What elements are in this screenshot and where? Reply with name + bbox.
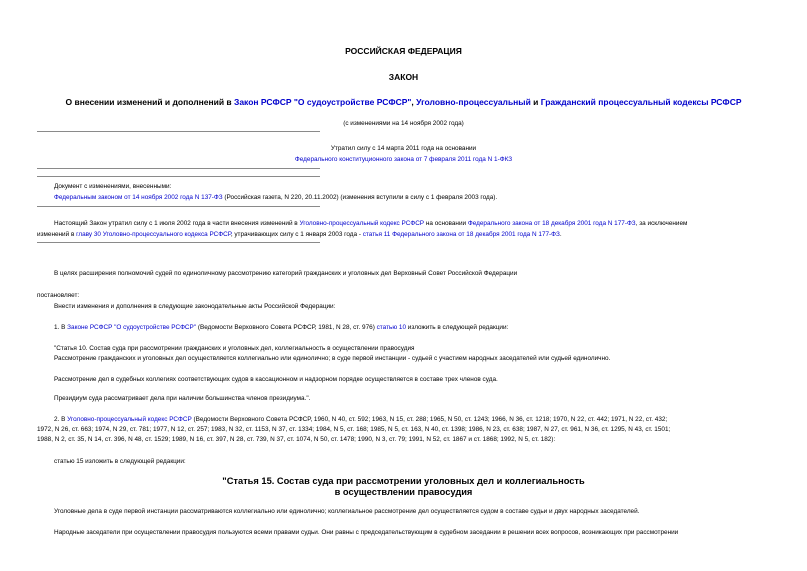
title-text: и [530,97,541,107]
item-2-line-2: 1972, N 26, ст. 663; 1974, N 29, ст. 781; 1977, N 12, ст. 257; 1983, N 32, ст. 1153, N 37, ст. 1334; 1984, N 5, ст. 168; 1985, N 5, ст. 163, N 40, ст. 1398; 1986, N 23, ст. 638; 1987, N 27, ст. 961, N 36, ст. 1295, N 43, ст. 1501; [37,426,671,433]
link-criminal-procedure[interactable]: Уголовно-процессуальный [416,97,531,107]
article-15-intro: статью 15 изложить в следующей редакции: [54,458,186,465]
lost-force-para-2 [37,229,562,240]
text: , утрачивающих силу с 1 января 2003 года - [230,231,363,238]
text: (Ведомости Верховного Совета РСФСР, 1960, N 40, ст. 592; 1963, N 15, ст. 288; 1965, N 50, ст. 1243; 1966, N 36, ст. 1218; 1970, N 22, ст. 442; 1971, N 22, ст. 432; [191,416,668,423]
separator [37,168,320,169]
changes-line [54,192,497,203]
link-chapter-30[interactable]: главу 30 Уголовно-процессуального кодекса РСФСР [76,231,231,238]
text: на основании [424,220,468,227]
cassation-paragraph: Рассмотрение дел в судебных коллегиях соответствующих судов в кассационном и надзорном порядке осуществляется в составе трех членов суда. [54,376,498,383]
separator [37,206,320,207]
article-15-para-1: Уголовные дела в суде первой инстанции рассматриваются коллегиально или единолично; коллегиальное рассмотрение дел осуществляется судом в составе судьи и двух народных заседателей. [54,508,640,515]
separator [37,176,320,177]
article-10-title: "Статья 10. Состав суда при рассмотрении гражданских и уголовных дел, коллегиальность в осуществлении правосудия [54,345,415,352]
link-upk-rsfsr[interactable]: Уголовно-процессуальный кодекс РСФСР [299,220,425,227]
link-law-judiciary[interactable]: Закон РСФСР "О судоустройстве РСФСР" [234,97,412,107]
item-2-line-3: 1988, N 2, ст. 35, N 14, ст. 396, N 48, ст. 1529; 1989, N 16, ст. 397, N 28, ст. 739, N 37, ст. 1074, N 50, ст. 1478; 1990, N 3, ст. 79; 1991, N 52, ст. 1867 и ст. 1868; 1992, N 5, ст. 182): [37,436,556,443]
article-15-title-2: в осуществлении правосудия [334,487,473,497]
edition-note: (с изменениями на 14 ноября 2002 года) [343,120,464,127]
link-article-10[interactable]: статью 10 [376,324,407,331]
title-text: , [411,97,417,107]
separator [37,131,320,132]
changes-label: Документ с изменениями, внесенными: [54,183,172,190]
link-civil-procedure[interactable]: Гражданский процессуальный кодексы РСФСР [540,97,742,107]
text: 2. В [54,416,68,423]
item-1-paragraph [54,322,508,333]
decides-paragraph: постановляет: [37,292,80,299]
text: 1. В [54,324,68,331]
article-10-text: Рассмотрение гражданских и уголовных дел осуществляется коллегиально или единолично; в суде первой инстанции - судьей с участием народных заседателей или судьей единолично. [54,355,611,362]
presidium-paragraph: Президиум суда рассматривает дела при наличии большинства членов президиума.". [54,395,311,402]
text: , за исключением [635,220,688,227]
law-title [0,97,807,107]
link-fkz-2011[interactable]: Федерального конституционного закона от 7 февраля 2011 года N 1-ФКЗ [294,156,513,163]
text: (Ведомости Верховного Совета РСФСР, 1981, N 28, ст. 976) [196,324,377,331]
link-article-11[interactable]: статья 11 Федерального закона от 18 декабря 2001 года N 177-ФЗ [362,231,560,238]
text: изложить в следующей редакции: [406,324,509,331]
text: Настоящий Закон утратил силу с 1 июля 2002 года в части внесения изменений в [54,220,300,227]
separator [37,242,320,243]
make-changes-paragraph: Внести изменения и дополнения в следующие законодательные акты Российской Федерации: [54,303,336,310]
changes-rest: (Российская газета, N 220, 20.11.2002) (изменения вступили в силу с 1 февраля 2003 года). [222,194,498,201]
title-text: О внесении изменений и дополнений в [65,97,234,107]
text: изменений в [37,231,77,238]
article-15-title-1: "Статья 15. Состав суда при рассмотрении уголовных дел и коллегиальность [222,476,585,486]
aims-paragraph: В целях расширения полномочий судей по единоличному рассмотрению категорий гражданских и уголовных дел Верховный Совет Российской Федерации [54,270,518,277]
lost-force-para-1 [54,218,687,229]
text: . [559,231,562,238]
article-15-para-2: Народные заседатели при осуществлении правосудия пользуются всеми правами судьи. Они равны с председательствующим в судебном заседании в решении всех вопросов, возникающих при рассмотрении [54,529,679,536]
lost-force-link-line [0,154,807,165]
link-law-judiciary-2[interactable]: Законе РСФСР "О судоустройстве РСФСР" [67,324,197,331]
lost-force-note: Утратил силу с 14 марта 2011 года на основании [330,145,477,152]
link-upk-rsfsr-2[interactable]: Уголовно-процессуальный кодекс РСФСР [67,416,192,423]
country-heading: РОССИЙСКАЯ ФЕДЕРАЦИЯ [345,46,462,56]
law-heading: ЗАКОН [388,72,419,82]
link-fz-177[interactable]: Федерального закона от 18 декабря 2001 года N 177-ФЗ [467,220,636,227]
link-fz-137[interactable]: Федеральным законом от 14 ноября 2002 года N 137-ФЗ [54,194,223,201]
